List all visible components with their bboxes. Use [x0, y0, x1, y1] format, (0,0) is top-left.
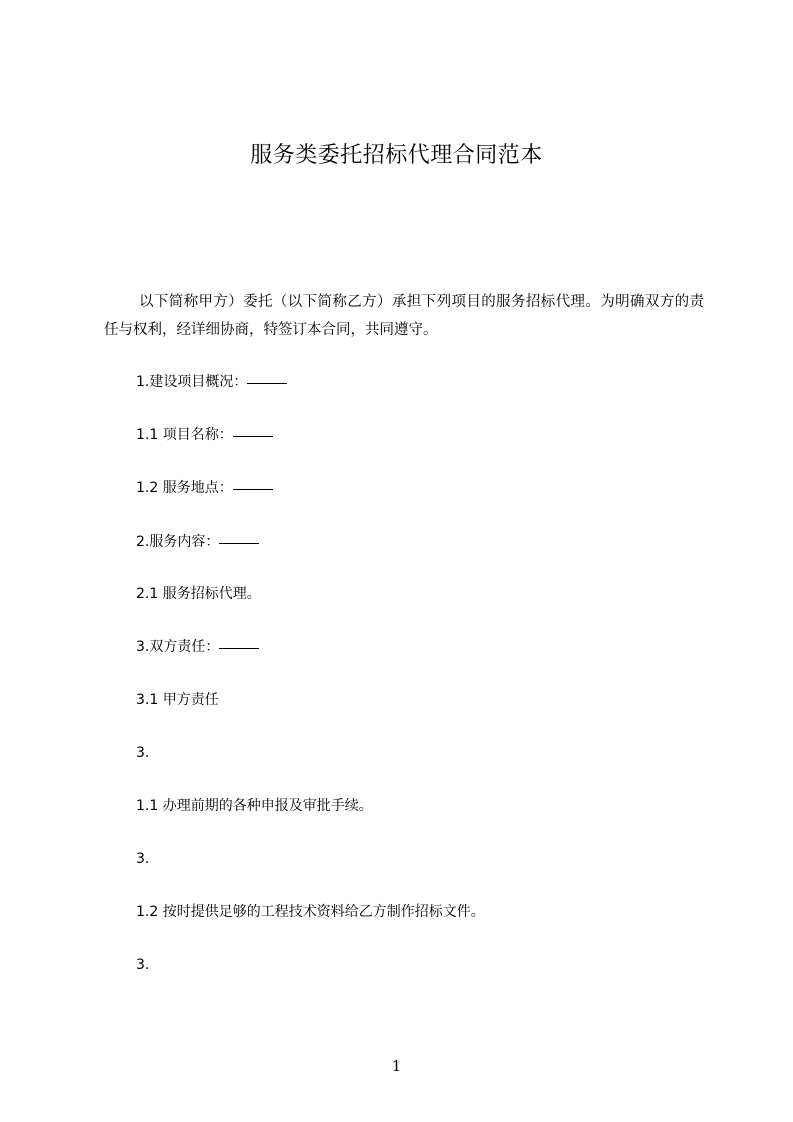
- clause-text: 1.2 服务地点：: [136, 480, 233, 496]
- clause-text: 1.1 办理前期的各种申报及审批手续。: [136, 798, 373, 814]
- clause-text: 1.建设项目概况：: [136, 374, 248, 390]
- clause-3-marker: [136, 743, 149, 763]
- clause-2-1: [136, 584, 261, 604]
- clause-text: 3.: [136, 851, 150, 867]
- clause-3-marker: [136, 849, 149, 869]
- clause-text: 1.2 按时提供足够的工程技术资料给乙方制作招标文件。: [136, 904, 485, 920]
- clause-1-2: [136, 478, 273, 498]
- clause-3-1: [136, 690, 219, 710]
- fill-blank: [233, 488, 273, 490]
- page-number: 1: [391, 1057, 402, 1075]
- clause-1: [136, 372, 287, 392]
- clause-text: 3.双方责任：: [136, 639, 220, 655]
- clause-text: 3.: [136, 957, 150, 973]
- clause-text: 2.1 服务招标代理。: [136, 586, 261, 602]
- clause-3-marker: [136, 955, 149, 975]
- fill-blank: [247, 382, 287, 384]
- fill-blank: [233, 435, 273, 437]
- clause-text: 3.: [136, 745, 150, 761]
- clause-text: 3.1 甲方责任: [136, 692, 219, 708]
- clause-1-1-duty: [136, 796, 373, 816]
- fill-blank: [219, 542, 259, 544]
- fill-blank: [219, 647, 259, 649]
- clause-1-2-duty: [136, 902, 485, 922]
- clause-2: [136, 532, 259, 552]
- clause-3: [136, 637, 259, 657]
- clause-1-1: [136, 425, 273, 445]
- clause-text: 2.服务内容：: [136, 534, 220, 550]
- clause-text: 1.1 项目名称：: [136, 427, 233, 443]
- document-title: 服务类委托招标代理合同范本: [250, 143, 543, 168]
- intro-paragraph: 以下简称甲方）委托（以下简称乙方）承担下列项目的服务招标代理。为明确双方的责任与权利，经详细协商，特签订本合同，共同遵守。: [104, 294, 704, 338]
